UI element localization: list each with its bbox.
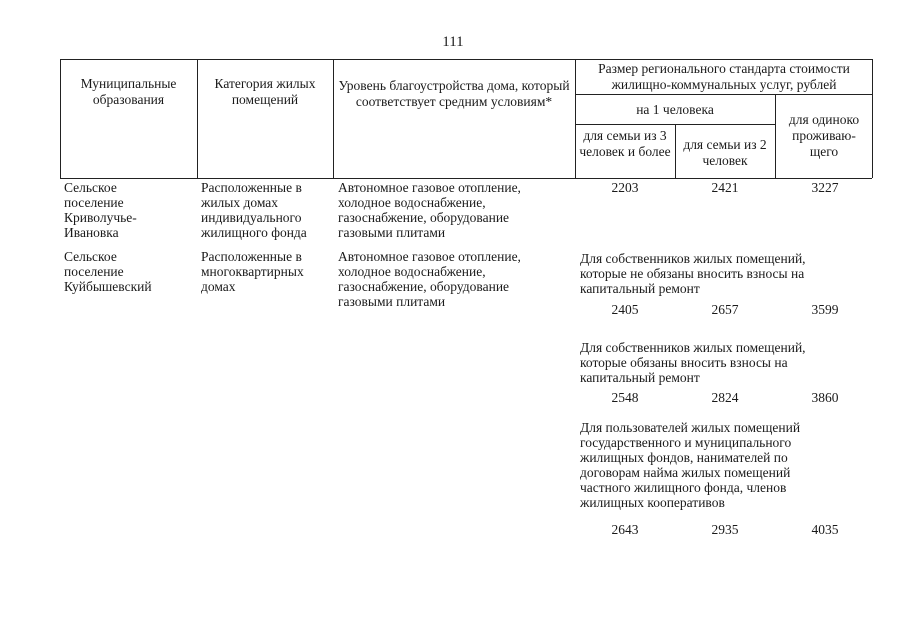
group2-value-family2: 2824 — [711, 390, 739, 405]
header-split-line — [575, 94, 872, 95]
header-municipal: Муниципальные образования — [80, 76, 177, 107]
row2-municipal: Сельское поселение Куйбышевский — [64, 249, 152, 294]
row1-category: Расположенные в жилых домах индивидуального жилищного фонда — [201, 180, 307, 240]
col-line-4 — [675, 124, 676, 178]
group3-value-single: 4035 — [811, 522, 839, 537]
group1-value-family3: 2405 — [611, 302, 639, 317]
header-bottom-border — [60, 178, 872, 179]
col-line-2 — [333, 59, 334, 178]
row1-value-family3: 2203 — [611, 180, 639, 195]
group1-value-family2: 2657 — [711, 302, 739, 317]
table-top-border — [60, 59, 872, 60]
col-line-1 — [197, 59, 198, 178]
group1-value-single: 3599 — [811, 302, 839, 317]
group3-value-family2: 2935 — [711, 522, 739, 537]
row1-value-family2: 2421 — [711, 180, 739, 195]
header-single: для одиноко проживаю-щего — [788, 112, 860, 159]
group3-label: Для пользователей жилых помещений государственного и муниципального жилищных фондов, нанимателей по договорам найма жилых помещений частного жилищного фонда, членов жилищных кооперативов — [580, 420, 801, 510]
page-number: 111 — [442, 34, 464, 50]
group2-value-single: 3860 — [811, 390, 839, 405]
col-line-left — [60, 59, 61, 178]
header-level: Уровень благоустройства дома, который соответствует средним условиям* — [338, 78, 570, 109]
row1-value-single: 3227 — [811, 180, 839, 195]
header-family3: для семьи из 3 человек и более — [579, 128, 671, 159]
col-line-right — [872, 59, 873, 178]
group2-value-family3: 2548 — [611, 390, 639, 405]
group1-label: Для собственников жилых помещений, которые не обязаны вносить взносы на капитальный ремонт — [580, 251, 806, 296]
row1-municipal: Сельское поселение Криволучье- Ивановка — [64, 180, 137, 240]
header-family2: для семьи из 2 человек — [683, 137, 767, 168]
col-line-5 — [775, 94, 776, 178]
group3-value-family3: 2643 — [611, 522, 639, 537]
header-category: Категория жилых помещений — [214, 76, 316, 107]
row2-level: Автономное газовое отопление, холодное водоснабжение, газоснабжение, оборудование газовыми плитами — [338, 249, 521, 309]
row1-level: Автономное газовое отопление, холодное водоснабжение, газоснабжение, оборудование газовыми плитами — [338, 180, 521, 240]
row2-category: Расположенные в многоквартирных домах — [201, 249, 304, 294]
col-line-3 — [575, 59, 576, 178]
group2-label: Для собственников жилых помещений, которые обязаны вносить взносы на капитальный ремонт — [580, 340, 806, 385]
header-per-person: на 1 человека — [636, 102, 714, 117]
header-standard-size: Размер регионального стандарта стоимости жилищно-коммунальных услуг, рублей — [598, 61, 850, 92]
